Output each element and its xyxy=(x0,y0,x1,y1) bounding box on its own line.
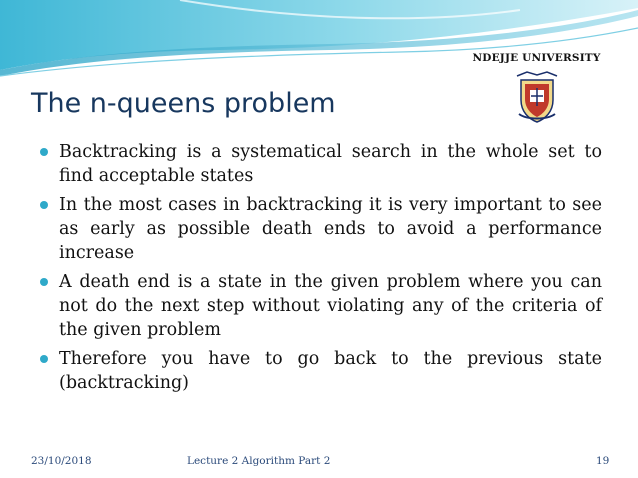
footer-date: 23/10/2018 xyxy=(31,455,92,467)
bullet-text: In the most cases in backtracking it is very important to see as early as possible death ends to avoid a performance increase xyxy=(59,195,602,263)
bullet-dot-icon xyxy=(40,278,48,286)
footer-page-number: 19 xyxy=(596,455,610,467)
bullet-item xyxy=(40,270,602,342)
bullet-list xyxy=(40,140,602,400)
university-crest-icon xyxy=(513,70,561,124)
bullet-text: Therefore you have to go back to the previous state (backtracking) xyxy=(59,349,602,393)
bullet-item xyxy=(40,347,602,395)
bullet-dot-icon xyxy=(40,355,48,363)
bullet-item xyxy=(40,140,602,188)
slide-title: The n-queens problem xyxy=(31,88,336,119)
university-logo xyxy=(463,52,610,124)
bullet-text: A death end is a state in the given problem where you can not do the next step without violating any of the criteria of the given problem xyxy=(59,272,602,340)
bullet-text: Backtracking is a systematical search in the whole set to find acceptable states xyxy=(59,142,602,186)
bullet-dot-icon xyxy=(40,148,48,156)
university-name: NDEJJE UNIVERSITY xyxy=(472,52,601,64)
bullet-dot-icon xyxy=(40,201,48,209)
bullet-item xyxy=(40,193,602,265)
footer-course: Lecture 2 Algorithm Part 2 xyxy=(187,455,331,467)
